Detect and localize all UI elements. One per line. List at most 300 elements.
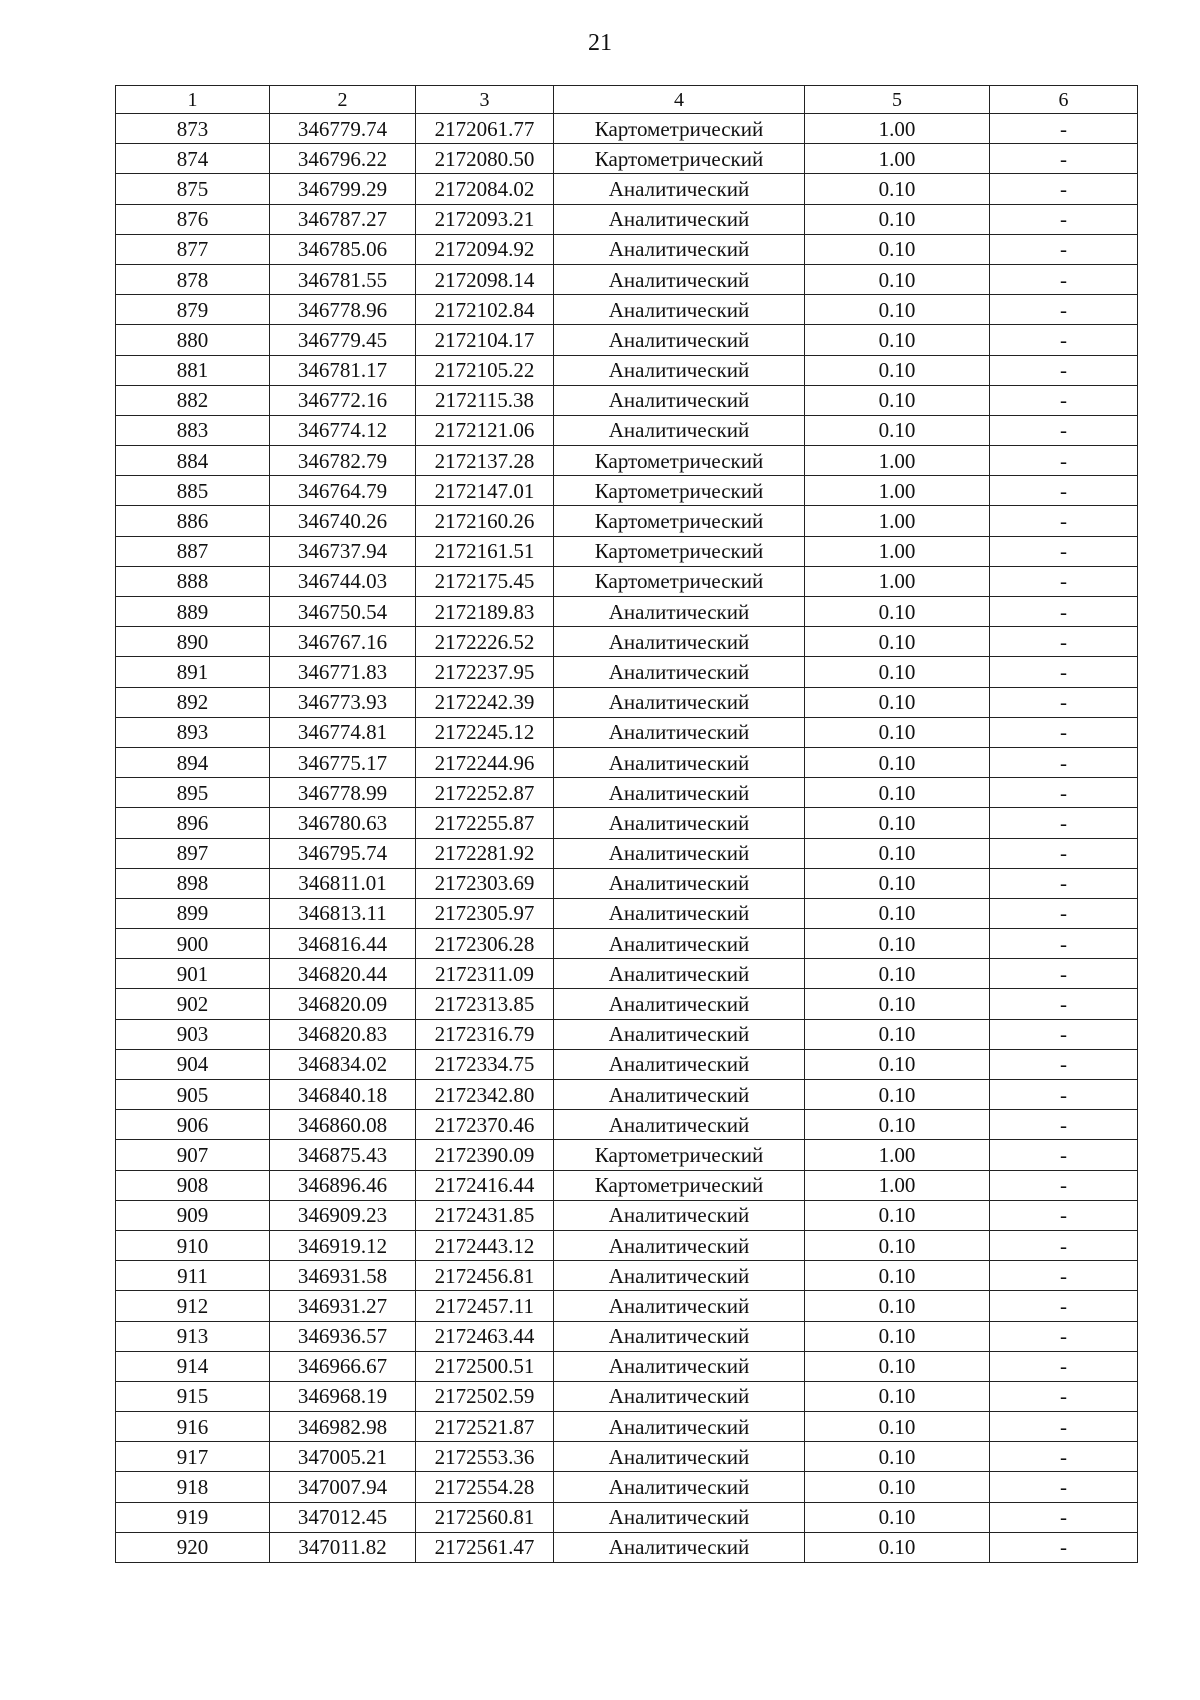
table-row [116,627,1138,657]
method-cell: Аналитический [554,385,805,415]
y-coordinate-cell: 2172553.36 [416,1442,554,1472]
y-coordinate-cell: 2172084.02 [416,174,554,204]
point-number-cell: 874 [116,144,270,174]
point-number-cell: 904 [116,1049,270,1079]
x-coordinate-cell: 346737.94 [270,536,416,566]
method-cell: Аналитический [554,1412,805,1442]
x-coordinate-cell: 346773.93 [270,687,416,717]
table-row [116,1261,1138,1291]
table-row [116,415,1138,445]
table-row [116,295,1138,325]
method-cell: Аналитический [554,1261,805,1291]
table-row [116,446,1138,476]
accuracy-cell: 0.10 [805,1442,990,1472]
accuracy-cell: 0.10 [805,929,990,959]
method-cell: Аналитический [554,989,805,1019]
point-number-cell: 905 [116,1080,270,1110]
y-coordinate-cell: 2172161.51 [416,536,554,566]
y-coordinate-cell: 2172137.28 [416,446,554,476]
method-cell: Аналитический [554,868,805,898]
point-number-cell: 907 [116,1140,270,1170]
point-number-cell: 894 [116,747,270,777]
accuracy-cell: 0.10 [805,1291,990,1321]
header-cell-4: 4 [554,86,805,114]
method-cell: Аналитический [554,1532,805,1562]
y-coordinate-cell: 2172281.92 [416,838,554,868]
y-coordinate-cell: 2172316.79 [416,1019,554,1049]
x-coordinate-cell: 346782.79 [270,446,416,476]
note-cell: - [990,868,1138,898]
method-cell: Аналитический [554,1019,805,1049]
note-cell: - [990,1472,1138,1502]
table-row [116,1230,1138,1260]
x-coordinate-cell: 347005.21 [270,1442,416,1472]
point-number-cell: 900 [116,929,270,959]
y-coordinate-cell: 2172443.12 [416,1230,554,1260]
method-cell: Картометрический [554,1170,805,1200]
point-number-cell: 888 [116,566,270,596]
x-coordinate-cell: 346936.57 [270,1321,416,1351]
x-coordinate-cell: 346771.83 [270,657,416,687]
method-cell: Аналитический [554,415,805,445]
table-row [116,1502,1138,1532]
accuracy-cell: 0.10 [805,657,990,687]
point-number-cell: 910 [116,1230,270,1260]
y-coordinate-cell: 2172313.85 [416,989,554,1019]
table-body [116,114,1138,1563]
header-cell-2: 2 [270,86,416,114]
y-coordinate-cell: 2172093.21 [416,204,554,234]
point-number-cell: 919 [116,1502,270,1532]
point-number-cell: 902 [116,989,270,1019]
method-cell: Аналитический [554,264,805,294]
accuracy-cell: 0.10 [805,1472,990,1502]
y-coordinate-cell: 2172502.59 [416,1381,554,1411]
y-coordinate-cell: 2172334.75 [416,1049,554,1079]
y-coordinate-cell: 2172561.47 [416,1532,554,1562]
accuracy-cell: 0.10 [805,264,990,294]
accuracy-cell: 1.00 [805,566,990,596]
method-cell: Аналитический [554,1049,805,1079]
point-number-cell: 920 [116,1532,270,1562]
point-number-cell: 892 [116,687,270,717]
table-row [116,838,1138,868]
method-cell: Аналитический [554,295,805,325]
point-number-cell: 889 [116,597,270,627]
note-cell: - [990,1442,1138,1472]
table-row [116,898,1138,928]
point-number-cell: 873 [116,114,270,144]
method-cell: Аналитический [554,838,805,868]
point-number-cell: 884 [116,446,270,476]
note-cell: - [990,657,1138,687]
x-coordinate-cell: 346919.12 [270,1230,416,1260]
point-number-cell: 890 [116,627,270,657]
y-coordinate-cell: 2172456.81 [416,1261,554,1291]
table-row [116,174,1138,204]
point-number-cell: 901 [116,959,270,989]
accuracy-cell: 0.10 [805,1261,990,1291]
x-coordinate-cell: 346787.27 [270,204,416,234]
note-cell: - [990,144,1138,174]
method-cell: Аналитический [554,1200,805,1230]
header-cell-3: 3 [416,86,554,114]
x-coordinate-cell: 346796.22 [270,144,416,174]
accuracy-cell: 0.10 [805,1412,990,1442]
table-header [116,86,1138,114]
point-number-cell: 887 [116,536,270,566]
method-cell: Аналитический [554,1442,805,1472]
accuracy-cell: 0.10 [805,717,990,747]
note-cell: - [990,1261,1138,1291]
y-coordinate-cell: 2172431.85 [416,1200,554,1230]
coordinates-table [115,85,1138,1563]
y-coordinate-cell: 2172521.87 [416,1412,554,1442]
table-row [116,808,1138,838]
method-cell: Аналитический [554,717,805,747]
x-coordinate-cell: 346780.63 [270,808,416,838]
point-number-cell: 881 [116,355,270,385]
note-cell: - [990,566,1138,596]
y-coordinate-cell: 2172237.95 [416,657,554,687]
x-coordinate-cell: 346778.99 [270,778,416,808]
note-cell: - [990,385,1138,415]
note-cell: - [990,1019,1138,1049]
note-cell: - [990,536,1138,566]
note-cell: - [990,174,1138,204]
y-coordinate-cell: 2172560.81 [416,1502,554,1532]
note-cell: - [990,295,1138,325]
point-number-cell: 918 [116,1472,270,1502]
accuracy-cell: 0.10 [805,385,990,415]
note-cell: - [990,1140,1138,1170]
note-cell: - [990,325,1138,355]
header-cell-5: 5 [805,86,990,114]
x-coordinate-cell: 346774.81 [270,717,416,747]
point-number-cell: 895 [116,778,270,808]
method-cell: Аналитический [554,1080,805,1110]
note-cell: - [990,1110,1138,1140]
x-coordinate-cell: 346799.29 [270,174,416,204]
accuracy-cell: 0.10 [805,808,990,838]
y-coordinate-cell: 2172175.45 [416,566,554,596]
table-row [116,1170,1138,1200]
table-row [116,385,1138,415]
point-number-cell: 875 [116,174,270,204]
accuracy-cell: 0.10 [805,1200,990,1230]
point-number-cell: 911 [116,1261,270,1291]
table-row [116,355,1138,385]
method-cell: Аналитический [554,1110,805,1140]
y-coordinate-cell: 2172306.28 [416,929,554,959]
y-coordinate-cell: 2172416.44 [416,1170,554,1200]
table-row [116,1200,1138,1230]
y-coordinate-cell: 2172094.92 [416,234,554,264]
note-cell: - [990,838,1138,868]
accuracy-cell: 0.10 [805,1049,990,1079]
note-cell: - [990,355,1138,385]
accuracy-cell: 0.10 [805,325,990,355]
method-cell: Картометрический [554,114,805,144]
note-cell: - [990,204,1138,234]
y-coordinate-cell: 2172104.17 [416,325,554,355]
y-coordinate-cell: 2172105.22 [416,355,554,385]
x-coordinate-cell: 347011.82 [270,1532,416,1562]
accuracy-cell: 0.10 [805,1321,990,1351]
note-cell: - [990,597,1138,627]
point-number-cell: 882 [116,385,270,415]
method-cell: Аналитический [554,747,805,777]
table-row [116,597,1138,627]
x-coordinate-cell: 346834.02 [270,1049,416,1079]
accuracy-cell: 0.10 [805,234,990,264]
method-cell: Картометрический [554,446,805,476]
method-cell: Картометрический [554,1140,805,1170]
method-cell: Аналитический [554,959,805,989]
y-coordinate-cell: 2172121.06 [416,415,554,445]
accuracy-cell: 0.10 [805,1110,990,1140]
x-coordinate-cell: 346811.01 [270,868,416,898]
method-cell: Аналитический [554,657,805,687]
method-cell: Аналитический [554,355,805,385]
x-coordinate-cell: 346779.74 [270,114,416,144]
x-coordinate-cell: 346820.09 [270,989,416,1019]
point-number-cell: 909 [116,1200,270,1230]
accuracy-cell: 0.10 [805,687,990,717]
point-number-cell: 877 [116,234,270,264]
method-cell: Аналитический [554,1472,805,1502]
point-number-cell: 917 [116,1442,270,1472]
x-coordinate-cell: 346909.23 [270,1200,416,1230]
y-coordinate-cell: 2172390.09 [416,1140,554,1170]
accuracy-cell: 0.10 [805,778,990,808]
point-number-cell: 876 [116,204,270,234]
x-coordinate-cell: 346774.12 [270,415,416,445]
table-row [116,144,1138,174]
y-coordinate-cell: 2172242.39 [416,687,554,717]
note-cell: - [990,627,1138,657]
table-row [116,1291,1138,1321]
note-cell: - [990,989,1138,1019]
table-row [116,325,1138,355]
y-coordinate-cell: 2172463.44 [416,1321,554,1351]
note-cell: - [990,1049,1138,1079]
note-cell: - [990,808,1138,838]
x-coordinate-cell: 346931.27 [270,1291,416,1321]
table-row [116,1049,1138,1079]
point-number-cell: 913 [116,1321,270,1351]
y-coordinate-cell: 2172189.83 [416,597,554,627]
x-coordinate-cell: 347012.45 [270,1502,416,1532]
note-cell: - [990,415,1138,445]
x-coordinate-cell: 346781.55 [270,264,416,294]
table-row [116,717,1138,747]
x-coordinate-cell: 346778.96 [270,295,416,325]
method-cell: Картометрический [554,476,805,506]
y-coordinate-cell: 2172252.87 [416,778,554,808]
accuracy-cell: 0.10 [805,204,990,234]
x-coordinate-cell: 346775.17 [270,747,416,777]
y-coordinate-cell: 2172160.26 [416,506,554,536]
note-cell: - [990,1502,1138,1532]
accuracy-cell: 0.10 [805,838,990,868]
table-row [116,204,1138,234]
method-cell: Аналитический [554,627,805,657]
accuracy-cell: 1.00 [805,536,990,566]
x-coordinate-cell: 346968.19 [270,1381,416,1411]
method-cell: Аналитический [554,174,805,204]
point-number-cell: 893 [116,717,270,747]
table-row [116,868,1138,898]
accuracy-cell: 1.00 [805,114,990,144]
table-row [116,264,1138,294]
table-row [116,778,1138,808]
method-cell: Аналитический [554,1351,805,1381]
accuracy-cell: 0.10 [805,898,990,928]
table-row [116,1140,1138,1170]
y-coordinate-cell: 2172554.28 [416,1472,554,1502]
method-cell: Аналитический [554,808,805,838]
accuracy-cell: 0.10 [805,415,990,445]
point-number-cell: 916 [116,1412,270,1442]
x-coordinate-cell: 346750.54 [270,597,416,627]
point-number-cell: 898 [116,868,270,898]
y-coordinate-cell: 2172147.01 [416,476,554,506]
x-coordinate-cell: 346820.83 [270,1019,416,1049]
accuracy-cell: 1.00 [805,506,990,536]
header-row [116,86,1138,114]
accuracy-cell: 0.10 [805,1351,990,1381]
x-coordinate-cell: 346779.45 [270,325,416,355]
accuracy-cell: 0.10 [805,597,990,627]
accuracy-cell: 0.10 [805,174,990,204]
table-row [116,959,1138,989]
method-cell: Аналитический [554,1230,805,1260]
note-cell: - [990,1532,1138,1562]
note-cell: - [990,476,1138,506]
x-coordinate-cell: 347007.94 [270,1472,416,1502]
point-number-cell: 912 [116,1291,270,1321]
accuracy-cell: 1.00 [805,144,990,174]
accuracy-cell: 1.00 [805,1140,990,1170]
point-number-cell: 885 [116,476,270,506]
method-cell: Картометрический [554,566,805,596]
y-coordinate-cell: 2172080.50 [416,144,554,174]
table-row [116,1412,1138,1442]
point-number-cell: 878 [116,264,270,294]
x-coordinate-cell: 346816.44 [270,929,416,959]
method-cell: Аналитический [554,597,805,627]
y-coordinate-cell: 2172245.12 [416,717,554,747]
table-row [116,1110,1138,1140]
accuracy-cell: 0.10 [805,1532,990,1562]
accuracy-cell: 0.10 [805,1019,990,1049]
accuracy-cell: 0.10 [805,959,990,989]
y-coordinate-cell: 2172255.87 [416,808,554,838]
y-coordinate-cell: 2172115.38 [416,385,554,415]
accuracy-cell: 1.00 [805,446,990,476]
point-number-cell: 906 [116,1110,270,1140]
point-number-cell: 879 [116,295,270,325]
table-row [116,657,1138,687]
note-cell: - [990,747,1138,777]
accuracy-cell: 1.00 [805,1170,990,1200]
table-row [116,989,1138,1019]
x-coordinate-cell: 346860.08 [270,1110,416,1140]
accuracy-cell: 0.10 [805,868,990,898]
table-row [116,1532,1138,1562]
x-coordinate-cell: 346813.11 [270,898,416,928]
y-coordinate-cell: 2172098.14 [416,264,554,294]
note-cell: - [990,929,1138,959]
note-cell: - [990,1321,1138,1351]
point-number-cell: 886 [116,506,270,536]
x-coordinate-cell: 346982.98 [270,1412,416,1442]
y-coordinate-cell: 2172226.52 [416,627,554,657]
x-coordinate-cell: 346875.43 [270,1140,416,1170]
x-coordinate-cell: 346767.16 [270,627,416,657]
table-row [116,234,1138,264]
accuracy-cell: 0.10 [805,627,990,657]
y-coordinate-cell: 2172370.46 [416,1110,554,1140]
note-cell: - [990,114,1138,144]
y-coordinate-cell: 2172311.09 [416,959,554,989]
x-coordinate-cell: 346840.18 [270,1080,416,1110]
method-cell: Аналитический [554,929,805,959]
note-cell: - [990,1170,1138,1200]
note-cell: - [990,1291,1138,1321]
accuracy-cell: 0.10 [805,295,990,325]
table-row [116,1321,1138,1351]
table-row [116,114,1138,144]
method-cell: Аналитический [554,234,805,264]
note-cell: - [990,1230,1138,1260]
x-coordinate-cell: 346785.06 [270,234,416,264]
table-row [116,747,1138,777]
point-number-cell: 896 [116,808,270,838]
accuracy-cell: 0.10 [805,1502,990,1532]
note-cell: - [990,264,1138,294]
x-coordinate-cell: 346772.16 [270,385,416,415]
table-row [116,1472,1138,1502]
header-cell-6: 6 [990,86,1138,114]
table-row [116,506,1138,536]
accuracy-cell: 0.10 [805,1080,990,1110]
table-row [116,1381,1138,1411]
method-cell: Картометрический [554,506,805,536]
note-cell: - [990,1080,1138,1110]
note-cell: - [990,687,1138,717]
point-number-cell: 891 [116,657,270,687]
point-number-cell: 883 [116,415,270,445]
table-row [116,566,1138,596]
note-cell: - [990,959,1138,989]
accuracy-cell: 0.10 [805,1230,990,1260]
method-cell: Аналитический [554,1502,805,1532]
method-cell: Аналитический [554,898,805,928]
note-cell: - [990,1381,1138,1411]
accuracy-cell: 1.00 [805,476,990,506]
header-cell-1: 1 [116,86,270,114]
table-row [116,1442,1138,1472]
method-cell: Аналитический [554,325,805,355]
accuracy-cell: 0.10 [805,747,990,777]
note-cell: - [990,234,1138,264]
note-cell: - [990,898,1138,928]
method-cell: Картометрический [554,144,805,174]
method-cell: Аналитический [554,778,805,808]
note-cell: - [990,778,1138,808]
